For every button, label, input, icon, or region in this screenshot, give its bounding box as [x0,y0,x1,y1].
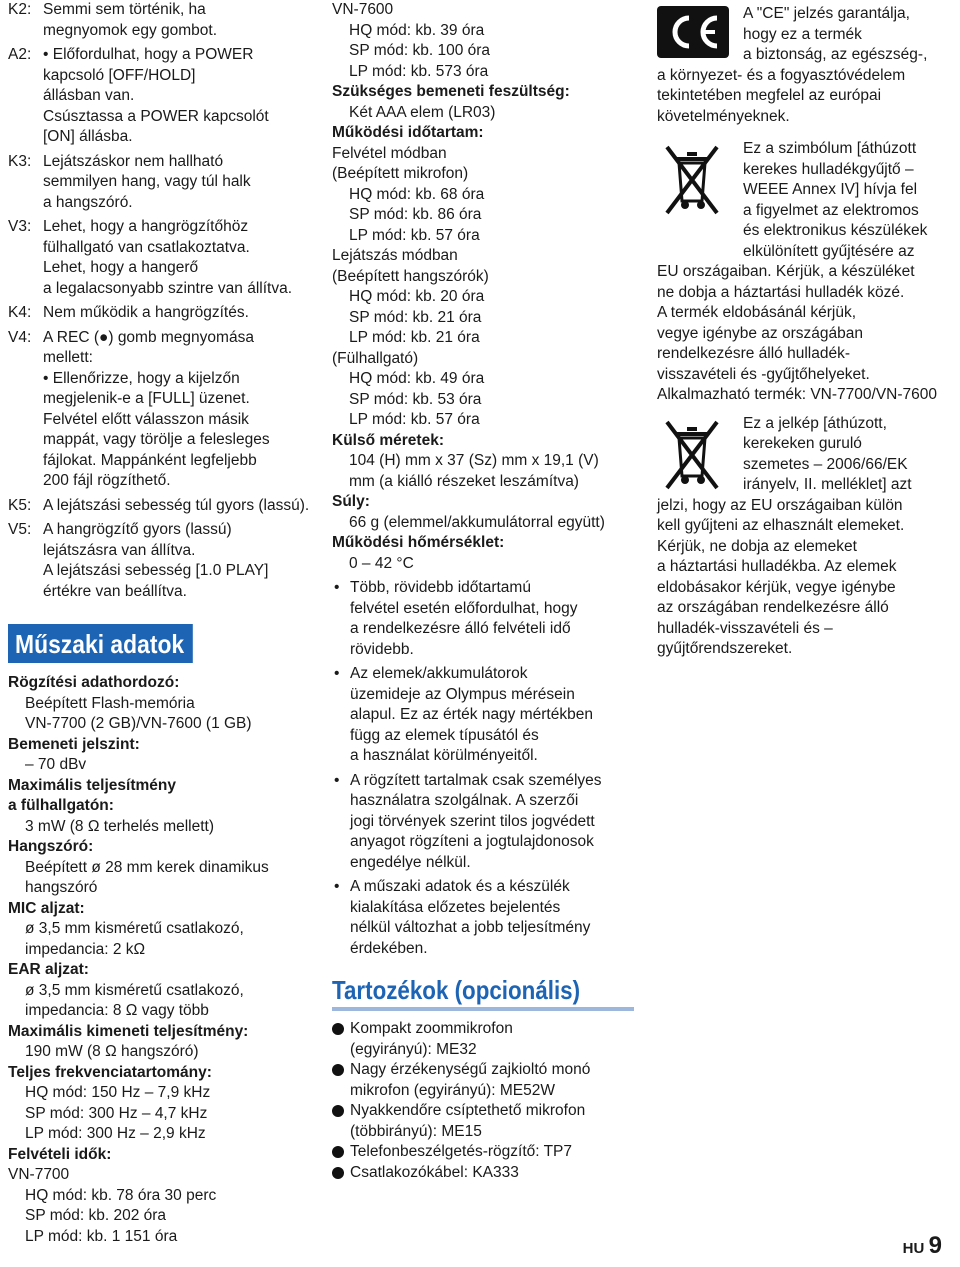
spec-value: Beépített ø 28 mm kerek dinamikus [25,858,269,876]
note-line: kialakítása előzetes bejelentés [350,898,561,916]
model-label: VN-7700 [8,1166,70,1183]
notice-line: hulladék-visszavételi és – [657,619,833,637]
note-line: rövidebb. [350,640,414,658]
spec-heading: Súly: [332,493,370,510]
qa-key: K2: [8,1,32,18]
notice-icon-holder [657,6,729,65]
spec-value: mm (a kiálló részeket leszámítva) [349,472,579,490]
note-line: jogi törvények szerint tilos jogvédett [350,812,595,830]
notice-icon-holder [657,416,727,503]
recording-time: LP mód: kb. 1 151 óra [25,1227,178,1245]
notice-line: vegye igénybe az országában [657,324,863,342]
qa-key: A2: [8,46,32,63]
battery-time: SP mód: kb. 53 óra [349,390,482,408]
note-line: a rendelkezésre álló felvételi idő [350,620,571,637]
notice-block [657,414,957,660]
qa-entry [8,303,314,324]
accessory-line: (egyirányú): ME32 [350,1040,477,1058]
spec-value: 3 mW (8 Ω terhelés mellett) [25,817,215,835]
spec-value: LP mód: 300 Hz – 2,9 kHz [25,1125,206,1142]
qa-line: mellett: [43,349,93,366]
note-bullet [332,877,638,959]
spec-value: Két AAA elem (LR03) [349,103,496,121]
recording-time: LP mód: kb. 573 óra [349,62,489,80]
accessory-line: Nyakkendőre csíptethető mikrofon [350,1102,586,1119]
qa-line: értékre van beállítva. [43,582,187,600]
model-label: VN-7600 [332,1,394,18]
recording-time: HQ mód: kb. 78 óra 30 perc [25,1186,217,1204]
note-line: függ az elemek típusától és [350,726,539,744]
qa-line: Lehet, hogy a hangrögzítőhöz [43,218,249,235]
notice-line: kerekeken guruló [743,435,862,452]
accessory-item [332,1101,638,1142]
accessory-item [332,1019,638,1060]
notice-icon-holder [657,141,727,228]
notice-line: eldobásakor kérjük, vegye igénybe [657,578,896,596]
bullet-dot-icon [332,1023,344,1035]
spec-value: SP mód: 300 Hz – 4,7 kHz [25,1104,208,1122]
accessory-item [332,1060,638,1101]
note-line: nélkül változhat a jobb teljesítmény [350,919,591,936]
notice-line: Ez a szimbólum [áthúzott [743,140,917,157]
qa-entry [8,328,314,492]
qa-line: semmilyen hang, vagy túl halk [43,173,251,190]
spec-heading: Bemeneti jelszint: [8,735,140,753]
notice-line: jelzi, hogy az EU országaiban külön [657,496,903,514]
spec-heading: Szükséges bemeneti feszültség: [332,83,570,100]
crossed-wheelie-bin-icon [657,141,727,221]
language-code: HU [902,1239,925,1257]
battery-time: HQ mód: kb. 49 óra [349,370,485,387]
note-line: alapul. Ez az érték nagy mértékben [350,706,593,723]
notice-line: A termék eldobásánál kérjük, [657,304,857,321]
accessory-line: Nagy érzékenységű zajkioltó monó [350,1061,591,1078]
qa-entry [8,0,314,41]
accessory-line: (többirányú): ME15 [350,1122,482,1140]
notice-line: visszavételi és -gyűjtőhelyeket. [657,365,870,383]
recording-time: SP mód: kb. 100 óra [349,42,491,59]
qa-line: megnyomok egy gombot. [43,21,218,39]
qa-line: Csúsztassa a POWER kapcsolót [43,107,269,125]
note-line: anyagot rögzíteni a jogtulajdonosok [350,833,594,850]
spec-heading: Hangszóró: [8,838,94,855]
note-line: engedélye nélkül. [350,853,471,871]
spec-value: – 70 dBv [25,756,87,773]
notice-line: EU országaiban. Kérjük, a készüléket [657,263,915,280]
spec-value: hangszóró [25,879,98,896]
spec-value: VN-7700 (2 GB)/VN-7600 (1 GB) [25,715,252,732]
note-line: üzemideje az Olympus mérésein [350,685,575,703]
spec-value: Beépített Flash-memória [25,694,195,712]
spec-heading: EAR aljzat: [8,961,89,978]
qa-line: megjelenik-e a [FULL] üzenet. [43,390,250,407]
qa-line: A REC (●) gomb megnyomása [43,328,254,346]
spec-subheading: (Beépített mikrofon) [332,165,469,182]
spec-value: 0 – 42 °C [349,554,414,572]
qa-line: A lejátszási sebesség [1.0 PLAY] [43,562,269,579]
spec-heading: Rögzítési adathordozó: [8,674,180,691]
notice-line: kerekes hulladékgyűjtő – [743,160,914,178]
spec-heading: Maximális teljesítmény [8,776,176,794]
qa-line: [ON] állásba. [43,128,133,145]
notice-line: rendelkezésre álló hulladék- [657,345,851,362]
note-line: használatra szolgálnak. A szerzői [350,792,579,809]
qa-key: K4: [8,304,32,321]
accessory-line: Telefonbeszélgetés-rögzítő: TP7 [350,1143,573,1160]
notice-line: irányelv, II. melléklet] azt [743,476,912,493]
spec-heading: Felvételi idők: [8,1145,112,1163]
note-line: • Az elemek/akkumulátorok [350,665,528,682]
battery-time: LP mód: kb. 21 óra [349,329,480,346]
qa-line: a hangszóró. [43,193,133,211]
qa-line: fülhallgató van csatlakoztatva. [43,238,250,256]
notice-line: és elektronikus készülékek [743,222,928,239]
qa-entry [8,152,314,214]
qa-line: A hangrögzítő gyors (lassú) [43,521,232,538]
notice-line: a környezet- és a fogyasztóvédelem [657,66,906,84]
qa-line: a legalacsonyabb szintre van állítva. [43,279,293,297]
notice-line: gyűjtőrendszereket. [657,640,793,657]
column-left [8,0,314,1247]
spec-heading: Teljes frekvenciatartomány: [8,1063,212,1081]
note-bullet [332,664,638,767]
qa-line: fájlokat. Mappánként legfeljebb [43,451,257,469]
qa-key: K3: [8,152,32,170]
qa-line: kapcsoló [OFF/HOLD] [43,66,196,84]
note-line: felvétel esetén előfordulhat, hogy [350,599,578,617]
page-footer [902,1231,942,1260]
spec-heading: Működési hőmérséklet: [332,534,505,551]
spec-heading: Külső méretek: [332,431,444,449]
spec-value: 104 (H) mm x 37 (Sz) mm x 19,1 (V) [349,452,599,469]
section-heading-accessories [332,973,634,1011]
qa-line: 200 fájl rögzíthető. [43,472,171,489]
notice-line: tekintetében megfelel az európai [657,87,882,104]
notice-line: az országában rendelkezésre álló [657,599,889,616]
spec-value: HQ mód: 150 Hz – 7,9 kHz [25,1084,211,1101]
note-line: • A műszaki adatok és a készülék [350,878,570,895]
accessories-heading-text: Tartozékok (opcionális) [332,975,581,1005]
qa-line: • Előfordulhat, hogy a POWER [43,46,254,63]
spec-subheading: (Beépített hangszórók) [332,267,489,285]
battery-time: SP mód: kb. 21 óra [349,308,482,326]
qa-key: V4: [8,328,32,346]
battery-time: SP mód: kb. 86 óra [349,206,482,223]
note-bullet [332,578,638,660]
qa-entry [8,45,314,148]
notice-line: A "CE" jelzés garantálja, [743,5,910,22]
note-line: • Több, rövidebb időtartamú [350,579,531,596]
qa-line: lejátszásra van állítva. [43,541,196,559]
notice-line: hogy ez a termék [743,25,862,43]
notice-line: követelményeknek. [657,107,790,125]
bullet-dot-icon [332,1167,344,1179]
notice-line: Kérjük, ne dobja az elemeket [657,537,857,555]
notice-line: WEEE Annex IV] hívja fel [743,181,918,198]
spec-heading: a fülhallgatón: [8,797,114,814]
qa-line: Lejátszáskor nem hallható [43,152,224,170]
section-heading-specs [8,624,310,663]
notice-line: a háztartási hulladékba. Az elemek [657,558,897,575]
note-line: a használat körülményeitől. [350,747,538,764]
qa-line: Nem működik a hangrögzítés. [43,304,249,321]
qa-key: V5: [8,521,32,538]
notice-line: Alkalmazható termék: VN-7700/VN-7600 [657,386,937,403]
column-middle [332,0,638,1183]
battery-time: HQ mód: kb. 68 óra [349,185,485,203]
bullet-dot-icon [332,1146,344,1158]
spec-value: ø 3,5 mm kisméretű csatlakozó, [25,981,244,999]
qa-entry [8,496,314,517]
column-right [657,0,957,660]
spec-subheading: (Fülhallgató) [332,349,419,367]
note-line: • A rögzített tartalmak csak személyes [350,771,602,789]
qa-key: V3: [8,218,32,235]
qa-line: Semmi sem történik, ha [43,1,206,18]
notice-line: elkülönített gyűjtésére az [743,242,915,260]
spec-subheading: Lejátszás módban [332,247,458,264]
page-number: 9 [928,1231,942,1259]
notice-line: Ez a jelkép [áthúzott, [743,414,887,432]
ce-mark-icon [657,6,729,58]
qa-line: Felvétel előtt válasszon másik [43,410,249,428]
crossed-battery-bin-icon [657,416,727,496]
accessory-item [332,1142,638,1163]
qa-entry [8,217,314,299]
qa-entry [8,520,314,602]
notice-block [657,139,957,406]
battery-time: LP mód: kb. 57 óra [349,411,480,428]
qa-line: mappát, vagy törölje a felesleges [43,431,270,448]
note-line: érdekében. [350,939,428,957]
accessory-line: mikrofon (egyirányú): ME52W [350,1081,556,1099]
spec-value: 66 g (elemmel/akkumulátorral együtt) [349,513,605,531]
spec-subheading: Felvétel módban [332,144,447,162]
battery-time: LP mód: kb. 57 óra [349,226,480,244]
spec-heading: Maximális kimeneti teljesítmény: [8,1022,249,1040]
accessory-line: Csatlakozókábel: KA333 [350,1163,519,1181]
notice-line: kell gyűjteni az elhasznált elemeket. [657,517,905,534]
qa-line: Lehet, hogy a hangerő [43,259,199,276]
notice-line: a biztonság, az egészség-, [743,46,928,63]
accessory-line: Kompakt zoommikrofon [350,1020,513,1037]
notice-line: szemetes – 2006/66/EK [743,455,908,473]
recording-time: SP mód: kb. 202 óra [25,1207,167,1224]
spec-value: 190 mW (8 Ω hangszóró) [25,1043,199,1060]
note-bullet [332,771,638,874]
spec-heading: Működési időtartam: [332,124,484,141]
notice-line: ne dobja a háztartási hulladék közé. [657,283,905,301]
battery-time: HQ mód: kb. 20 óra [349,288,485,305]
qa-line: • Ellenőrizze, hogy a kijelzőn [43,369,240,387]
spec-value: ø 3,5 mm kisméretű csatlakozó, [25,920,244,937]
spec-value: impedancia: 2 kΩ [25,940,146,958]
spec-value: impedancia: 8 Ω vagy több [25,1002,209,1019]
specs-heading-text: Műszaki adatok [8,624,193,663]
bullet-dot-icon [332,1064,344,1076]
accessory-item [332,1163,638,1184]
bullet-dot-icon [332,1105,344,1117]
notice-line: a figyelmet az elektromos [743,201,919,219]
qa-line: A lejátszási sebesség túl gyors (lassú). [43,496,310,514]
qa-key: K5: [8,496,32,514]
notice-block [657,4,957,127]
qa-line: állásban van. [43,87,135,104]
spec-heading: MIC aljzat: [8,899,85,917]
recording-time: HQ mód: kb. 39 óra [349,21,485,39]
